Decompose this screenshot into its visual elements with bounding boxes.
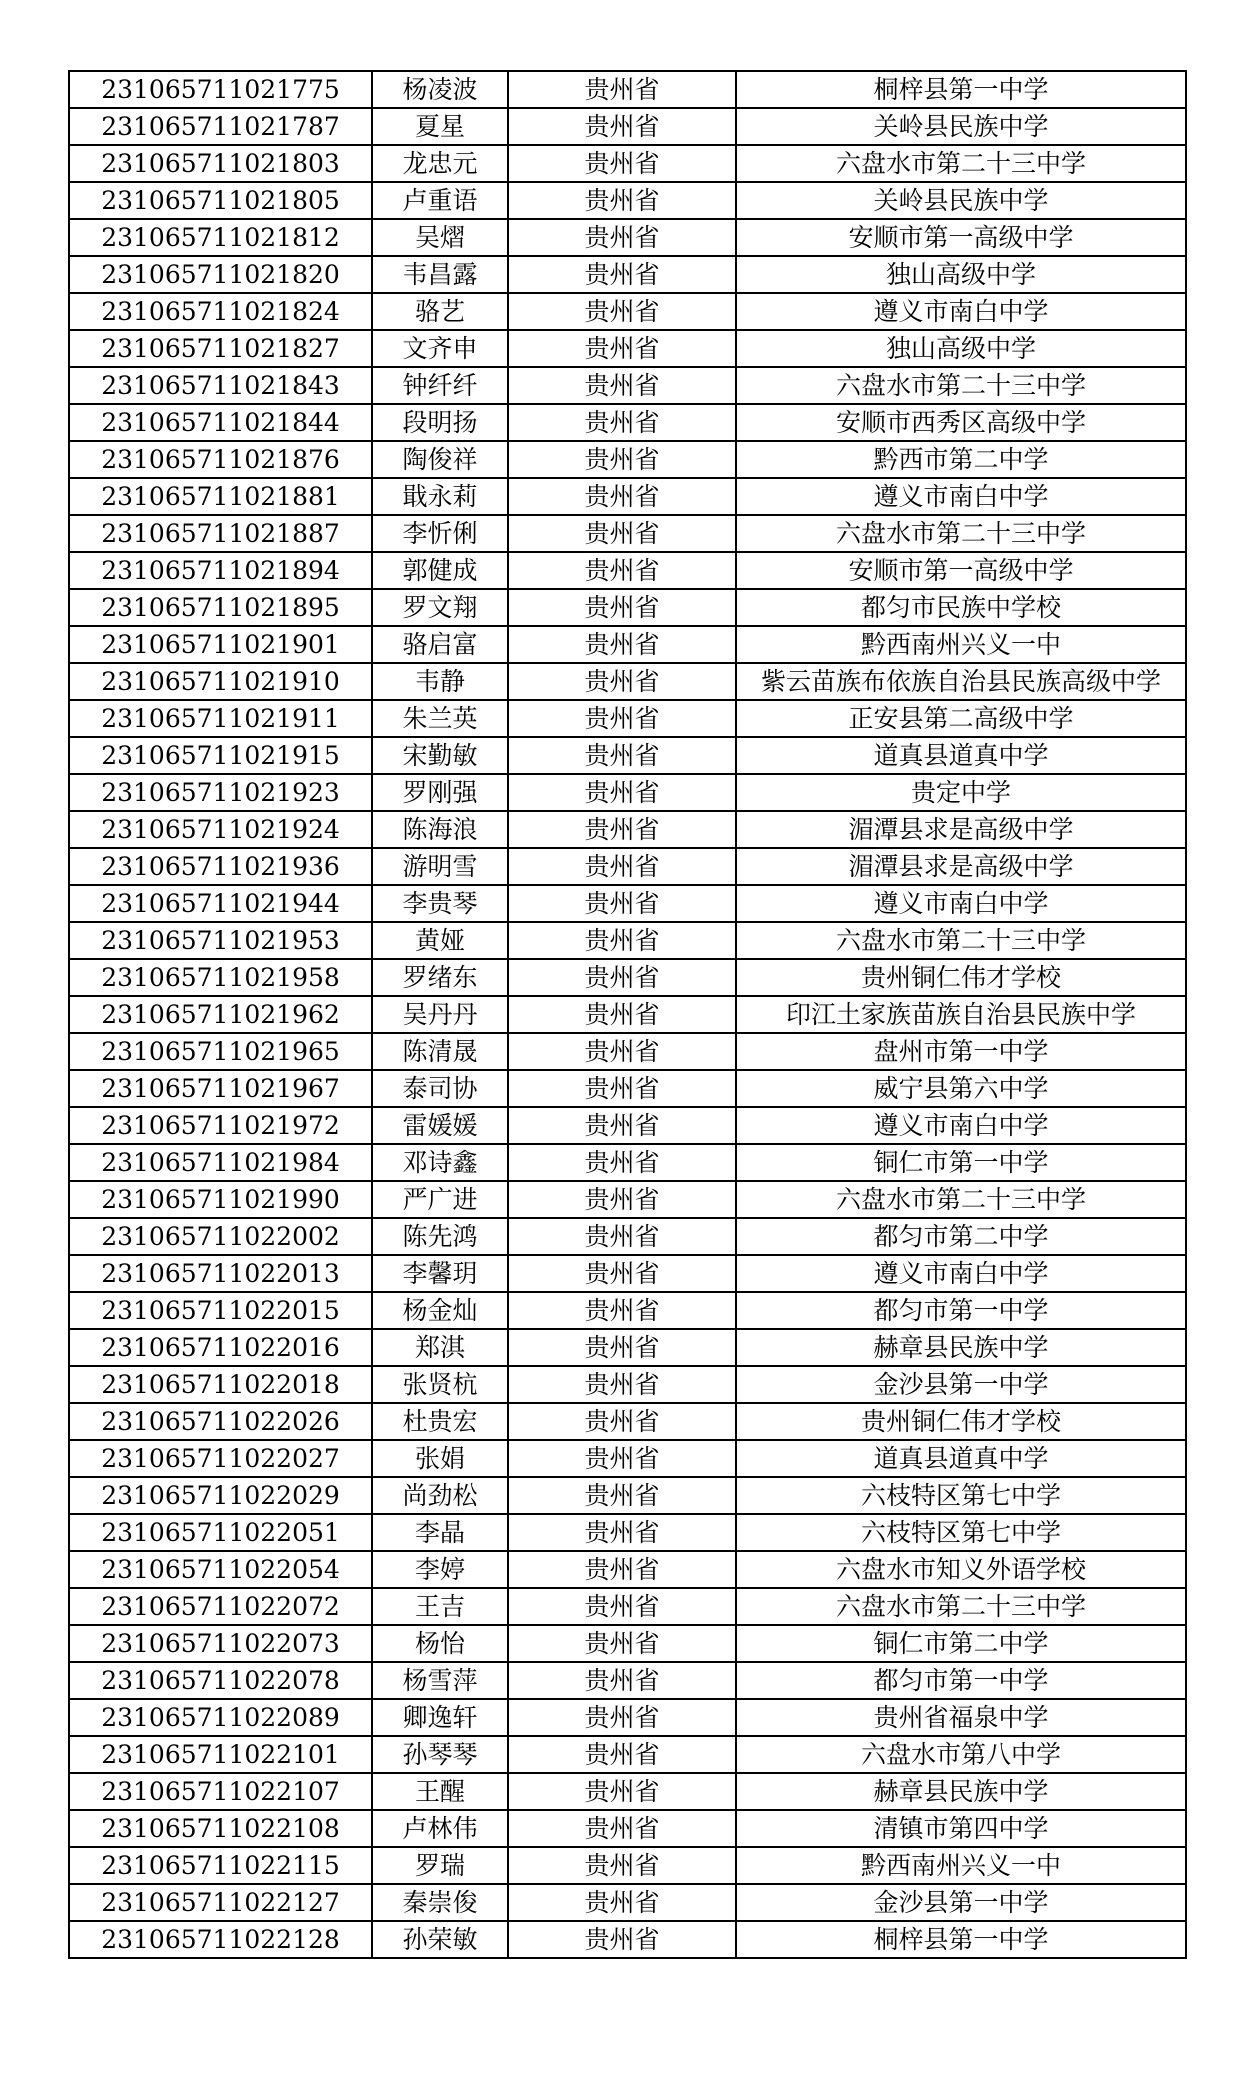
cell-school: 金沙县第一中学 [736, 1884, 1186, 1921]
table-row [69, 885, 1186, 922]
cell-name: 王醒 [372, 1773, 508, 1810]
table-row [69, 404, 1186, 441]
table-row [69, 71, 1186, 108]
cell-school: 关岭县民族中学 [736, 108, 1186, 145]
cell-province: 贵州省 [508, 515, 736, 552]
cell-id: 231065711021911 [69, 700, 372, 737]
cell-id: 231065711021967 [69, 1070, 372, 1107]
cell-province: 贵州省 [508, 1440, 736, 1477]
cell-name: 游明雪 [372, 848, 508, 885]
table-row [69, 1292, 1186, 1329]
cell-name: 吴熠 [372, 219, 508, 256]
cell-name: 文齐申 [372, 330, 508, 367]
cell-province: 贵州省 [508, 1329, 736, 1366]
cell-id: 231065711021965 [69, 1033, 372, 1070]
cell-school: 赫章县民族中学 [736, 1773, 1186, 1810]
cell-province: 贵州省 [508, 626, 736, 663]
cell-school: 贵州铜仁伟才学校 [736, 959, 1186, 996]
cell-school: 铜仁市第一中学 [736, 1144, 1186, 1181]
cell-province: 贵州省 [508, 1699, 736, 1736]
table-row [69, 1070, 1186, 1107]
cell-province: 贵州省 [508, 1736, 736, 1773]
cell-id: 231065711022128 [69, 1921, 372, 1958]
cell-name: 杨凌波 [372, 71, 508, 108]
cell-name: 陈海浪 [372, 811, 508, 848]
table-row [69, 811, 1186, 848]
cell-id: 231065711021820 [69, 256, 372, 293]
cell-id: 231065711021958 [69, 959, 372, 996]
cell-province: 贵州省 [508, 996, 736, 1033]
cell-school: 贵州铜仁伟才学校 [736, 1403, 1186, 1440]
cell-school: 都匀市第一中学 [736, 1292, 1186, 1329]
table-row [69, 1218, 1186, 1255]
cell-school: 六盘水市第二十三中学 [736, 367, 1186, 404]
cell-name: 罗刚强 [372, 774, 508, 811]
cell-id: 231065711021936 [69, 848, 372, 885]
table-row [69, 256, 1186, 293]
cell-id: 231065711021924 [69, 811, 372, 848]
cell-name: 泰司协 [372, 1070, 508, 1107]
table-row [69, 1403, 1186, 1440]
cell-id: 231065711021894 [69, 552, 372, 589]
cell-id: 231065711021895 [69, 589, 372, 626]
cell-province: 贵州省 [508, 404, 736, 441]
cell-id: 231065711022115 [69, 1847, 372, 1884]
cell-id: 231065711022029 [69, 1477, 372, 1514]
cell-name: 陶俊祥 [372, 441, 508, 478]
cell-province: 贵州省 [508, 256, 736, 293]
table-row [69, 367, 1186, 404]
table-row [69, 1366, 1186, 1403]
cell-school: 桐梓县第一中学 [736, 1921, 1186, 1958]
cell-school: 都匀市第二中学 [736, 1218, 1186, 1255]
cell-province: 贵州省 [508, 182, 736, 219]
cell-id: 231065711022002 [69, 1218, 372, 1255]
cell-name: 陈先鸿 [372, 1218, 508, 1255]
cell-name: 郑淇 [372, 1329, 508, 1366]
table-row [69, 219, 1186, 256]
table-row [69, 700, 1186, 737]
cell-province: 贵州省 [508, 700, 736, 737]
cell-name: 李婷 [372, 1551, 508, 1588]
cell-id: 231065711021923 [69, 774, 372, 811]
cell-school: 威宁县第六中学 [736, 1070, 1186, 1107]
cell-name: 骆艺 [372, 293, 508, 330]
cell-name: 韦昌露 [372, 256, 508, 293]
cell-name: 宋勤敏 [372, 737, 508, 774]
cell-name: 王吉 [372, 1588, 508, 1625]
cell-school: 贵州省福泉中学 [736, 1699, 1186, 1736]
cell-id: 231065711021953 [69, 922, 372, 959]
cell-school: 独山高级中学 [736, 330, 1186, 367]
cell-name: 卿逸轩 [372, 1699, 508, 1736]
table-row [69, 1514, 1186, 1551]
cell-id: 231065711022108 [69, 1810, 372, 1847]
cell-name: 罗瑞 [372, 1847, 508, 1884]
cell-school: 六盘水市第二十三中学 [736, 1588, 1186, 1625]
table-row [69, 1440, 1186, 1477]
cell-name: 骆启富 [372, 626, 508, 663]
cell-id: 231065711022089 [69, 1699, 372, 1736]
cell-name: 罗绪东 [372, 959, 508, 996]
table-row [69, 293, 1186, 330]
cell-province: 贵州省 [508, 145, 736, 182]
cell-province: 贵州省 [508, 663, 736, 700]
table-row [69, 1884, 1186, 1921]
cell-name: 秦崇俊 [372, 1884, 508, 1921]
cell-school: 道真县道真中学 [736, 1440, 1186, 1477]
cell-name: 杨雪萍 [372, 1662, 508, 1699]
table-row [69, 663, 1186, 700]
cell-province: 贵州省 [508, 1625, 736, 1662]
cell-id: 231065711021803 [69, 145, 372, 182]
cell-province: 贵州省 [508, 922, 736, 959]
cell-name: 李晶 [372, 1514, 508, 1551]
cell-id: 231065711022107 [69, 1773, 372, 1810]
cell-id: 231065711021901 [69, 626, 372, 663]
cell-id: 231065711021843 [69, 367, 372, 404]
cell-school: 都匀市第一中学 [736, 1662, 1186, 1699]
cell-province: 贵州省 [508, 774, 736, 811]
cell-school: 六盘水市知义外语学校 [736, 1551, 1186, 1588]
cell-province: 贵州省 [508, 330, 736, 367]
cell-province: 贵州省 [508, 1551, 736, 1588]
cell-name: 尚劲松 [372, 1477, 508, 1514]
table-row [69, 1107, 1186, 1144]
cell-id: 231065711021972 [69, 1107, 372, 1144]
cell-id: 231065711022054 [69, 1551, 372, 1588]
table-row [69, 996, 1186, 1033]
cell-province: 贵州省 [508, 552, 736, 589]
cell-id: 231065711021876 [69, 441, 372, 478]
cell-province: 贵州省 [508, 811, 736, 848]
cell-school: 遵义市南白中学 [736, 293, 1186, 330]
table-row [69, 737, 1186, 774]
cell-school: 独山高级中学 [736, 256, 1186, 293]
cell-id: 231065711021915 [69, 737, 372, 774]
cell-id: 231065711022015 [69, 1292, 372, 1329]
cell-name: 杨怡 [372, 1625, 508, 1662]
cell-id: 231065711022018 [69, 1366, 372, 1403]
cell-school: 金沙县第一中学 [736, 1366, 1186, 1403]
table-row [69, 108, 1186, 145]
cell-school: 六盘水市第二十三中学 [736, 1181, 1186, 1218]
cell-school: 六枝特区第七中学 [736, 1477, 1186, 1514]
table-row [69, 441, 1186, 478]
cell-school: 湄潭县求是高级中学 [736, 811, 1186, 848]
table-row [69, 774, 1186, 811]
cell-id: 231065711022078 [69, 1662, 372, 1699]
cell-id: 231065711021990 [69, 1181, 372, 1218]
cell-school: 桐梓县第一中学 [736, 71, 1186, 108]
cell-id: 231065711021775 [69, 71, 372, 108]
cell-id: 231065711021787 [69, 108, 372, 145]
cell-school: 六盘水市第八中学 [736, 1736, 1186, 1773]
cell-id: 231065711022016 [69, 1329, 372, 1366]
cell-school: 安顺市西秀区高级中学 [736, 404, 1186, 441]
cell-province: 贵州省 [508, 737, 736, 774]
table-row [69, 1699, 1186, 1736]
table-row [69, 922, 1186, 959]
cell-id: 231065711022027 [69, 1440, 372, 1477]
cell-school: 贵定中学 [736, 774, 1186, 811]
cell-name: 严广进 [372, 1181, 508, 1218]
cell-province: 贵州省 [508, 1921, 736, 1958]
cell-school: 正安县第二高级中学 [736, 700, 1186, 737]
cell-province: 贵州省 [508, 589, 736, 626]
table-row [69, 1662, 1186, 1699]
cell-id: 231065711021805 [69, 182, 372, 219]
cell-name: 段明扬 [372, 404, 508, 441]
cell-province: 贵州省 [508, 367, 736, 404]
cell-id: 231065711022101 [69, 1736, 372, 1773]
cell-id: 231065711021827 [69, 330, 372, 367]
table-row [69, 1921, 1186, 1958]
cell-province: 贵州省 [508, 108, 736, 145]
cell-name: 孙琴琴 [372, 1736, 508, 1773]
cell-id: 231065711021824 [69, 293, 372, 330]
cell-province: 贵州省 [508, 1181, 736, 1218]
cell-province: 贵州省 [508, 848, 736, 885]
table-row [69, 330, 1186, 367]
cell-school: 赫章县民族中学 [736, 1329, 1186, 1366]
cell-name: 韦静 [372, 663, 508, 700]
cell-province: 贵州省 [508, 71, 736, 108]
cell-province: 贵州省 [508, 1403, 736, 1440]
roster-table-body [69, 71, 1186, 1958]
cell-id: 231065711022072 [69, 1588, 372, 1625]
cell-name: 朱兰英 [372, 700, 508, 737]
roster-table [68, 70, 1187, 1959]
table-row [69, 1033, 1186, 1070]
cell-name: 龙忠元 [372, 145, 508, 182]
table-row [69, 589, 1186, 626]
cell-school: 黔西南州兴义一中 [736, 626, 1186, 663]
cell-province: 贵州省 [508, 1884, 736, 1921]
cell-province: 贵州省 [508, 478, 736, 515]
table-row [69, 1329, 1186, 1366]
cell-school: 盘州市第一中学 [736, 1033, 1186, 1070]
cell-province: 贵州省 [508, 1810, 736, 1847]
cell-school: 黔西市第二中学 [736, 441, 1186, 478]
cell-province: 贵州省 [508, 1588, 736, 1625]
cell-name: 戢永莉 [372, 478, 508, 515]
cell-name: 黄娅 [372, 922, 508, 959]
table-row [69, 515, 1186, 552]
cell-id: 231065711021984 [69, 1144, 372, 1181]
table-row [69, 1144, 1186, 1181]
cell-name: 夏星 [372, 108, 508, 145]
cell-province: 贵州省 [508, 293, 736, 330]
cell-name: 卢重语 [372, 182, 508, 219]
cell-province: 贵州省 [508, 1662, 736, 1699]
cell-name: 孙荣敏 [372, 1921, 508, 1958]
cell-name: 罗文翔 [372, 589, 508, 626]
cell-name: 李忻俐 [372, 515, 508, 552]
cell-id: 231065711021887 [69, 515, 372, 552]
cell-name: 张娟 [372, 1440, 508, 1477]
cell-name: 钟纤纤 [372, 367, 508, 404]
cell-province: 贵州省 [508, 1144, 736, 1181]
cell-name: 李馨玥 [372, 1255, 508, 1292]
cell-school: 紫云苗族布依族自治县民族高级中学 [736, 663, 1186, 700]
cell-school: 安顺市第一高级中学 [736, 219, 1186, 256]
cell-province: 贵州省 [508, 1514, 736, 1551]
cell-id: 231065711021910 [69, 663, 372, 700]
cell-name: 邓诗鑫 [372, 1144, 508, 1181]
cell-id: 231065711022127 [69, 1884, 372, 1921]
cell-province: 贵州省 [508, 1218, 736, 1255]
cell-id: 231065711022013 [69, 1255, 372, 1292]
cell-name: 李贵琴 [372, 885, 508, 922]
cell-school: 铜仁市第二中学 [736, 1625, 1186, 1662]
cell-school: 印江土家族苗族自治县民族中学 [736, 996, 1186, 1033]
table-row [69, 478, 1186, 515]
cell-province: 贵州省 [508, 1107, 736, 1144]
table-row [69, 1255, 1186, 1292]
cell-school: 遵义市南白中学 [736, 885, 1186, 922]
cell-province: 贵州省 [508, 1773, 736, 1810]
cell-name: 雷媛媛 [372, 1107, 508, 1144]
table-row [69, 1477, 1186, 1514]
table-row [69, 848, 1186, 885]
table-row [69, 1736, 1186, 1773]
cell-school: 遵义市南白中学 [736, 478, 1186, 515]
table-row [69, 1847, 1186, 1884]
cell-school: 清镇市第四中学 [736, 1810, 1186, 1847]
cell-school: 关岭县民族中学 [736, 182, 1186, 219]
cell-province: 贵州省 [508, 1477, 736, 1514]
cell-id: 231065711021881 [69, 478, 372, 515]
table-row [69, 1551, 1186, 1588]
cell-school: 遵义市南白中学 [736, 1255, 1186, 1292]
cell-school: 都匀市民族中学校 [736, 589, 1186, 626]
cell-id: 231065711021812 [69, 219, 372, 256]
cell-province: 贵州省 [508, 1366, 736, 1403]
cell-province: 贵州省 [508, 1292, 736, 1329]
cell-name: 杜贵宏 [372, 1403, 508, 1440]
cell-id: 231065711022073 [69, 1625, 372, 1662]
table-row [69, 1810, 1186, 1847]
cell-province: 贵州省 [508, 1255, 736, 1292]
cell-school: 六盘水市第二十三中学 [736, 922, 1186, 959]
cell-province: 贵州省 [508, 885, 736, 922]
table-row [69, 1773, 1186, 1810]
cell-school: 安顺市第一高级中学 [736, 552, 1186, 589]
cell-name: 卢林伟 [372, 1810, 508, 1847]
cell-name: 陈清晟 [372, 1033, 508, 1070]
cell-id: 231065711021944 [69, 885, 372, 922]
cell-province: 贵州省 [508, 1070, 736, 1107]
cell-name: 郭健成 [372, 552, 508, 589]
cell-name: 吴丹丹 [372, 996, 508, 1033]
cell-province: 贵州省 [508, 1033, 736, 1070]
cell-name: 杨金灿 [372, 1292, 508, 1329]
table-row [69, 959, 1186, 996]
cell-school: 道真县道真中学 [736, 737, 1186, 774]
cell-id: 231065711021962 [69, 996, 372, 1033]
cell-id: 231065711021844 [69, 404, 372, 441]
cell-id: 231065711022026 [69, 1403, 372, 1440]
cell-id: 231065711022051 [69, 1514, 372, 1551]
table-row [69, 1181, 1186, 1218]
cell-name: 张贤杭 [372, 1366, 508, 1403]
cell-school: 六盘水市第二十三中学 [736, 515, 1186, 552]
cell-province: 贵州省 [508, 1847, 736, 1884]
cell-school: 遵义市南白中学 [736, 1107, 1186, 1144]
cell-school: 湄潭县求是高级中学 [736, 848, 1186, 885]
cell-province: 贵州省 [508, 959, 736, 996]
cell-province: 贵州省 [508, 219, 736, 256]
cell-province: 贵州省 [508, 441, 736, 478]
cell-school: 六枝特区第七中学 [736, 1514, 1186, 1551]
table-row [69, 1625, 1186, 1662]
table-row [69, 626, 1186, 663]
table-row [69, 145, 1186, 182]
table-row [69, 182, 1186, 219]
table-row [69, 1588, 1186, 1625]
cell-school: 黔西南州兴义一中 [736, 1847, 1186, 1884]
table-row [69, 552, 1186, 589]
cell-school: 六盘水市第二十三中学 [736, 145, 1186, 182]
